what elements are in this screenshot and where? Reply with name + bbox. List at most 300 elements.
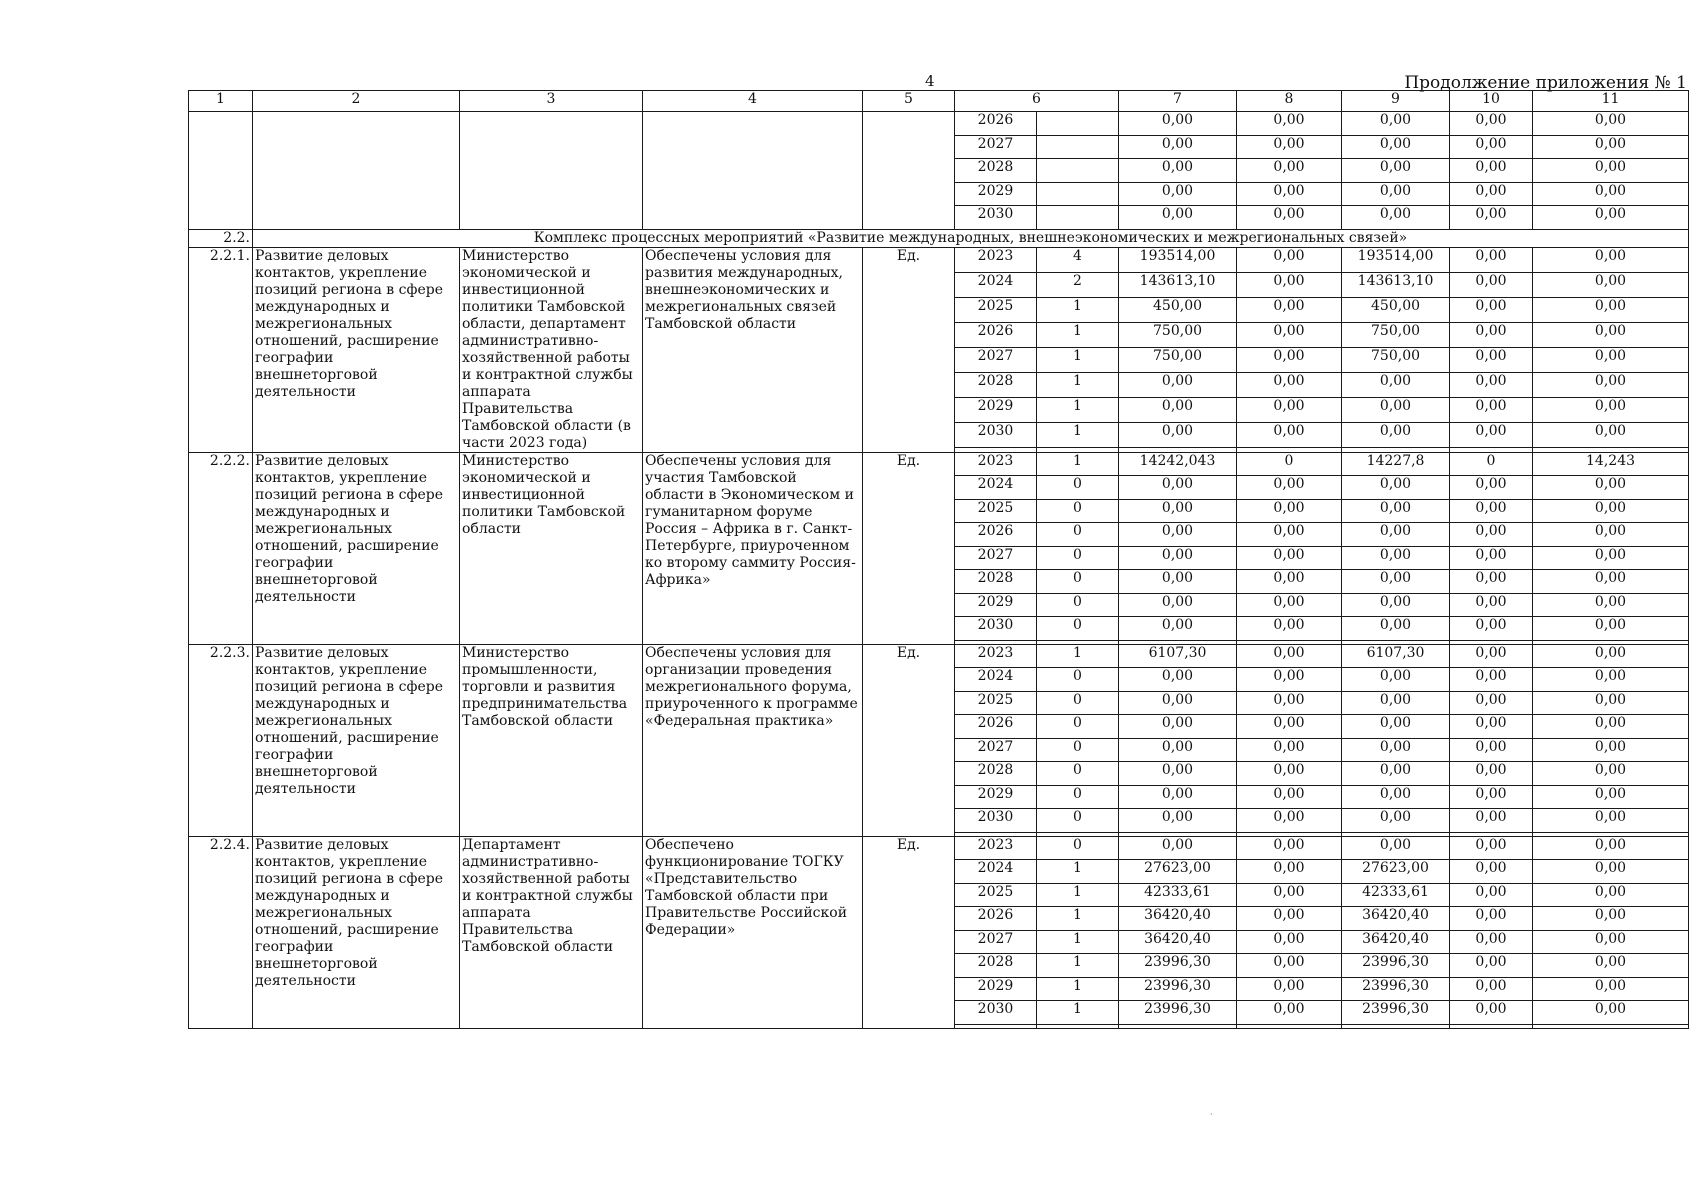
funding-regional: 36420,40 [1342,930,1450,954]
item-executor: Департамент административно-хозяйственной работы и контрактной службы аппарата Правительства Тамбовской области [460,836,643,1028]
spacer-cell [1342,1024,1450,1028]
funding-regional: 143613,10 [1342,272,1450,297]
funding-federal: 0,00 [1237,570,1342,594]
funding-federal: 0,00 [1237,297,1342,322]
indicator-value: 1 [1037,397,1119,422]
year-cell: 2023 [955,247,1037,272]
funding-regional: 0,00 [1342,762,1450,786]
funding-local: 0,00 [1450,322,1533,347]
funding-total: 23996,30 [1119,1001,1237,1025]
funding-other: 0,00 [1533,322,1689,347]
year-cell: 2026 [955,112,1037,136]
funding-regional: 0,00 [1342,593,1450,617]
funding-local: 0,00 [1450,570,1533,594]
year-cell: 2030 [955,1001,1037,1025]
year-cell: 2029 [955,182,1037,206]
funding-total: 0,00 [1119,617,1237,641]
funding-total: 0,00 [1119,738,1237,762]
funding-federal: 0,00 [1237,347,1342,372]
item-unit: Ед. [863,247,955,452]
column-number: 3 [460,91,643,112]
funding-other: 0,00 [1533,570,1689,594]
funding-local: 0,00 [1450,135,1533,159]
indicator-value: 0 [1037,809,1119,833]
funding-local: 0,00 [1450,372,1533,397]
funding-local: 0,00 [1450,977,1533,1001]
funding-total: 143613,10 [1119,272,1237,297]
item-unit: Ед. [863,836,955,1028]
funding-federal: 0,00 [1237,907,1342,931]
year-cell: 2024 [955,476,1037,500]
funding-regional: 0,00 [1342,159,1450,183]
funding-other: 0,00 [1533,715,1689,739]
indicator-value: 0 [1037,593,1119,617]
funding-other: 0,00 [1533,809,1689,833]
funding-regional: 6107,30 [1342,644,1450,668]
funding-local: 0,00 [1450,883,1533,907]
year-cell: 2027 [955,738,1037,762]
funding-regional: 450,00 [1342,297,1450,322]
year-cell: 2025 [955,297,1037,322]
funding-other: 0,00 [1533,691,1689,715]
funding-total: 0,00 [1119,397,1237,422]
indicator-value: 0 [1037,762,1119,786]
funding-total: 0,00 [1119,135,1237,159]
funding-total: 450,00 [1119,297,1237,322]
item-executor: Министерство экономической и инвестиционной политики Тамбовской области, департамент административно-хозяйственной работы и контрактной службы аппарата Правительства Тамбовской области (в части 2023 года) [460,247,643,452]
funding-total: 193514,00 [1119,247,1237,272]
funding-total: 0,00 [1119,423,1237,448]
funding-federal: 0,00 [1237,715,1342,739]
spacer-cell [1237,1024,1342,1028]
funding-local: 0,00 [1450,809,1533,833]
funding-other: 14,243 [1533,452,1689,476]
funding-total: 0,00 [1119,762,1237,786]
funding-local: 0,00 [1450,297,1533,322]
column-number: 2 [253,91,460,112]
funding-local: 0,00 [1450,499,1533,523]
item-result: Обеспечены условия для участия Тамбовской области в Экономическом и гуманитарном форуме Россия – Африка в г. Санкт-Петербурге, приуроченном ко второму саммиту Россия-Африка» [643,452,863,644]
indicator-value [1037,206,1119,230]
year-cell: 2027 [955,930,1037,954]
funding-other: 0,00 [1533,476,1689,500]
funding-local: 0,00 [1450,617,1533,641]
funding-other: 0,00 [1533,423,1689,448]
year-cell: 2030 [955,423,1037,448]
funding-total: 0,00 [1119,159,1237,183]
funding-federal: 0,00 [1237,499,1342,523]
year-cell: 2024 [955,668,1037,692]
funding-regional: 23996,30 [1342,1001,1450,1025]
funding-regional: 0,00 [1342,836,1450,860]
funding-other: 0,00 [1533,860,1689,884]
indicator-value: 0 [1037,546,1119,570]
indicator-value: 1 [1037,1001,1119,1025]
funding-local: 0,00 [1450,523,1533,547]
funding-federal: 0,00 [1237,785,1342,809]
funding-federal: 0,00 [1237,476,1342,500]
funding-total: 0,00 [1119,809,1237,833]
indicator-value: 0 [1037,836,1119,860]
funding-other: 0,00 [1533,738,1689,762]
indicator-value: 0 [1037,523,1119,547]
funding-regional: 0,00 [1342,785,1450,809]
item-unit: Ед. [863,644,955,836]
funding-local: 0,00 [1450,476,1533,500]
funding-federal: 0,00 [1237,883,1342,907]
funding-local: 0,00 [1450,159,1533,183]
funding-regional: 193514,00 [1342,247,1450,272]
funding-other: 0,00 [1533,247,1689,272]
funding-local: 0,00 [1450,182,1533,206]
funding-local: 0,00 [1450,715,1533,739]
indicator-value: 0 [1037,785,1119,809]
indicator-value [1037,182,1119,206]
year-cell: 2028 [955,159,1037,183]
indicator-value: 1 [1037,452,1119,476]
funding-federal: 0,00 [1237,272,1342,297]
funding-local: 0,00 [1450,423,1533,448]
funding-regional: 0,00 [1342,617,1450,641]
funding-local: 0,00 [1450,668,1533,692]
funding-federal: 0,00 [1237,397,1342,422]
funding-other: 0,00 [1533,297,1689,322]
funding-total: 0,00 [1119,112,1237,136]
funding-local: 0,00 [1450,593,1533,617]
spacer-cell [1533,1024,1689,1028]
item-result: Обеспечены условия для организации проведения межрегионального форума, приуроченного к программе «Федеральная практика» [643,644,863,836]
funding-federal: 0,00 [1237,247,1342,272]
year-cell: 2024 [955,272,1037,297]
funding-federal: 0,00 [1237,159,1342,183]
funding-other: 0,00 [1533,1001,1689,1025]
indicator-value: 0 [1037,691,1119,715]
funding-other: 0,00 [1533,347,1689,372]
item-name: Развитие деловых контактов, укрепление позиций региона в сфере международных и межрегиональных отношений, расширение географии внешнеторговой деятельности [253,452,460,644]
year-cell: 2030 [955,206,1037,230]
funding-other: 0,00 [1533,883,1689,907]
funding-regional: 27623,00 [1342,860,1450,884]
funding-local: 0,00 [1450,397,1533,422]
indicator-value: 1 [1037,347,1119,372]
funding-local: 0,00 [1450,930,1533,954]
funding-other: 0,00 [1533,182,1689,206]
funding-local: 0,00 [1450,762,1533,786]
spacer-cell [955,1024,1037,1028]
table-row [189,247,1689,272]
indicator-value: 0 [1037,499,1119,523]
year-cell: 2028 [955,762,1037,786]
funding-total: 14242,043 [1119,452,1237,476]
funding-total: 27623,00 [1119,860,1237,884]
funding-local: 0,00 [1450,1001,1533,1025]
funding-regional: 0,00 [1342,546,1450,570]
item-number: 2.2.4. [189,836,253,1028]
funding-regional: 0,00 [1342,135,1450,159]
year-cell: 2023 [955,836,1037,860]
funding-regional: 0,00 [1342,738,1450,762]
funding-regional: 14227,8 [1342,452,1450,476]
funding-local: 0,00 [1450,738,1533,762]
year-cell: 2027 [955,347,1037,372]
item-name: Развитие деловых контактов, укрепление позиций региона в сфере международных и межрегиональных отношений, расширение географии внешнеторговой деятельности [253,836,460,1028]
section-title: Комплекс процессных мероприятий «Развитие международных, внешнеэкономических и межрегиональных связей» [253,229,1689,247]
funding-other: 0,00 [1533,372,1689,397]
funding-regional: 0,00 [1342,372,1450,397]
funding-total: 0,00 [1119,570,1237,594]
table-row [189,836,1689,860]
indicator-value: 0 [1037,476,1119,500]
funding-federal: 0,00 [1237,372,1342,397]
funding-regional: 0,00 [1342,570,1450,594]
empty-cell [863,112,955,230]
funding-other: 0,00 [1533,930,1689,954]
funding-local: 0,00 [1450,247,1533,272]
year-cell: 2029 [955,977,1037,1001]
year-cell: 2029 [955,593,1037,617]
funding-other: 0,00 [1533,135,1689,159]
item-name: Развитие деловых контактов, укрепление позиций региона в сфере международных и межрегиональных отношений, расширение географии внешнеторговой деятельности [253,644,460,836]
funding-regional: 0,00 [1342,476,1450,500]
year-cell: 2028 [955,372,1037,397]
spacer-cell [1037,1024,1119,1028]
funding-federal: 0 [1237,452,1342,476]
item-executor: Министерство экономической и инвестиционной политики Тамбовской области [460,452,643,644]
page-number: 4 [925,72,935,90]
funding-federal: 0,00 [1237,546,1342,570]
funding-local: 0,00 [1450,691,1533,715]
item-number: 2.2.2. [189,452,253,644]
year-cell: 2028 [955,954,1037,978]
year-cell: 2023 [955,452,1037,476]
funding-other: 0,00 [1533,644,1689,668]
item-number: 2.2.1. [189,247,253,452]
funding-regional: 0,00 [1342,691,1450,715]
year-cell: 2024 [955,860,1037,884]
funding-total: 0,00 [1119,691,1237,715]
funding-local: 0,00 [1450,272,1533,297]
funding-regional: 0,00 [1342,182,1450,206]
year-cell: 2029 [955,397,1037,422]
year-cell: 2028 [955,570,1037,594]
funding-total: 23996,30 [1119,954,1237,978]
funding-local: 0,00 [1450,836,1533,860]
funding-local: 0,00 [1450,546,1533,570]
funding-other: 0,00 [1533,499,1689,523]
funding-federal: 0,00 [1237,206,1342,230]
year-cell: 2030 [955,617,1037,641]
indicator-value: 0 [1037,668,1119,692]
year-cell: 2027 [955,546,1037,570]
funding-other: 0,00 [1533,762,1689,786]
funding-federal: 0,00 [1237,809,1342,833]
indicator-value: 0 [1037,570,1119,594]
funding-local: 0,00 [1450,112,1533,136]
funding-federal: 0,00 [1237,738,1342,762]
funding-federal: 0,00 [1237,112,1342,136]
year-cell: 2026 [955,523,1037,547]
funding-other: 0,00 [1533,785,1689,809]
funding-regional: 42333,61 [1342,883,1450,907]
year-cell: 2029 [955,785,1037,809]
empty-cell [643,112,863,230]
funding-local: 0,00 [1450,785,1533,809]
year-cell: 2027 [955,135,1037,159]
funding-total: 750,00 [1119,322,1237,347]
section-row [189,229,1689,247]
column-number: 11 [1533,91,1689,112]
funding-other: 0,00 [1533,593,1689,617]
year-cell: 2026 [955,907,1037,931]
funding-total: 0,00 [1119,546,1237,570]
funding-federal: 0,00 [1237,977,1342,1001]
indicator-value: 0 [1037,617,1119,641]
funding-other: 0,00 [1533,272,1689,297]
funding-total: 0,00 [1119,499,1237,523]
year-cell: 2026 [955,715,1037,739]
funding-local: 0,00 [1450,206,1533,230]
funding-total: 0,00 [1119,372,1237,397]
funding-other: 0,00 [1533,159,1689,183]
year-cell: 2025 [955,499,1037,523]
funding-local: 0,00 [1450,347,1533,372]
funding-regional: 23996,30 [1342,954,1450,978]
funding-regional: 0,00 [1342,809,1450,833]
funding-local: 0,00 [1450,860,1533,884]
funding-local: 0,00 [1450,954,1533,978]
funding-other: 0,00 [1533,836,1689,860]
funding-other: 0,00 [1533,546,1689,570]
empty-cell [460,112,643,230]
section-number: 2.2. [189,229,253,247]
table-body [189,91,1689,1029]
indicator-value: 1 [1037,907,1119,931]
table-row [189,112,1689,136]
funding-regional: 0,00 [1342,523,1450,547]
item-unit: Ед. [863,452,955,644]
year-cell: 2025 [955,691,1037,715]
funding-total: 0,00 [1119,668,1237,692]
indicator-value: 1 [1037,423,1119,448]
funding-federal: 0,00 [1237,644,1342,668]
indicator-value [1037,135,1119,159]
indicator-value: 1 [1037,322,1119,347]
indicator-value [1037,112,1119,136]
funding-federal: 0,00 [1237,1001,1342,1025]
funding-total: 0,00 [1119,182,1237,206]
funding-federal: 0,00 [1237,836,1342,860]
spacer-cell [1450,1024,1533,1028]
column-number: 6 [955,91,1119,112]
funding-total: 42333,61 [1119,883,1237,907]
funding-other: 0,00 [1533,617,1689,641]
funding-total: 23996,30 [1119,977,1237,1001]
funding-other: 0,00 [1533,206,1689,230]
item-executor: Министерство промышленности, торговли и развития предпринимательства Тамбовской области [460,644,643,836]
funding-federal: 0,00 [1237,182,1342,206]
funding-total: 6107,30 [1119,644,1237,668]
funding-regional: 0,00 [1342,423,1450,448]
funding-regional: 23996,30 [1342,977,1450,1001]
column-number: 5 [863,91,955,112]
funding-regional: 0,00 [1342,112,1450,136]
indicator-value: 1 [1037,883,1119,907]
column-number-row [189,91,1689,112]
funding-regional: 0,00 [1342,715,1450,739]
scan-speck: · [1210,1110,1213,1119]
indicator-value: 1 [1037,644,1119,668]
year-cell: 2023 [955,644,1037,668]
indicator-value: 1 [1037,930,1119,954]
year-cell: 2030 [955,809,1037,833]
indicator-value [1037,159,1119,183]
column-number: 1 [189,91,253,112]
funding-total: 0,00 [1119,476,1237,500]
funding-federal: 0,00 [1237,322,1342,347]
funding-other: 0,00 [1533,523,1689,547]
indicator-value: 1 [1037,860,1119,884]
funding-total: 0,00 [1119,593,1237,617]
column-number: 10 [1450,91,1533,112]
indicator-value: 2 [1037,272,1119,297]
item-result: Обеспечено функционирование ТОГКУ «Представительство Тамбовской области при Правительстве Российской Федерации» [643,836,863,1028]
funding-federal: 0,00 [1237,668,1342,692]
funding-regional: 0,00 [1342,499,1450,523]
funding-federal: 0,00 [1237,135,1342,159]
funding-total: 0,00 [1119,206,1237,230]
funding-local: 0,00 [1450,644,1533,668]
indicator-value: 1 [1037,954,1119,978]
funding-other: 0,00 [1533,397,1689,422]
table-row [189,644,1689,668]
spacer-cell [1119,1024,1237,1028]
indicator-value: 0 [1037,715,1119,739]
item-name: Развитие деловых контактов, укрепление позиций региона в сфере международных и межрегиональных отношений, расширение географии внешнеторговой деятельности [253,247,460,452]
funding-regional: 750,00 [1342,322,1450,347]
empty-cell [253,112,460,230]
indicator-value: 4 [1037,247,1119,272]
column-number: 8 [1237,91,1342,112]
funding-regional: 0,00 [1342,206,1450,230]
funding-local: 0 [1450,452,1533,476]
item-result: Обеспечены условия для развития международных, внешнеэкономических и межрегиональных связей Тамбовской области [643,247,863,452]
program-table [188,90,1689,1029]
funding-regional: 0,00 [1342,668,1450,692]
indicator-value: 1 [1037,297,1119,322]
appendix-title: Продолжение приложения № 1 [1404,73,1687,93]
funding-federal: 0,00 [1237,523,1342,547]
indicator-value: 1 [1037,372,1119,397]
funding-federal: 0,00 [1237,954,1342,978]
funding-local: 0,00 [1450,907,1533,931]
funding-other: 0,00 [1533,112,1689,136]
funding-other: 0,00 [1533,954,1689,978]
funding-total: 0,00 [1119,785,1237,809]
funding-regional: 36420,40 [1342,907,1450,931]
funding-federal: 0,00 [1237,762,1342,786]
funding-federal: 0,00 [1237,860,1342,884]
table-row [189,452,1689,476]
indicator-value: 1 [1037,977,1119,1001]
column-number: 9 [1342,91,1450,112]
funding-other: 0,00 [1533,907,1689,931]
funding-federal: 0,00 [1237,930,1342,954]
funding-other: 0,00 [1533,977,1689,1001]
funding-total: 36420,40 [1119,907,1237,931]
year-cell: 2025 [955,883,1037,907]
funding-other: 0,00 [1533,668,1689,692]
funding-total: 0,00 [1119,523,1237,547]
